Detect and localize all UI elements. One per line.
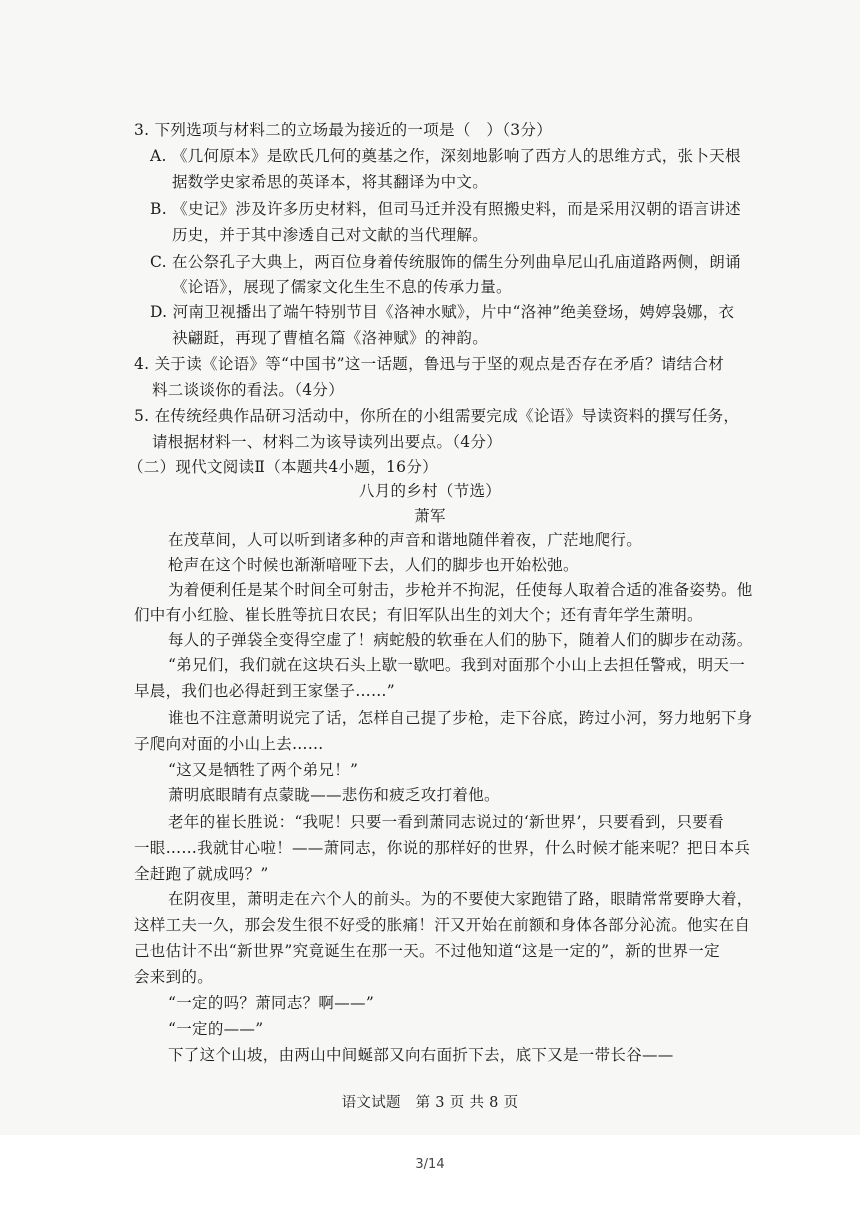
passage-line: 子爬向对面的小山上去…… — [134, 735, 324, 753]
passage-line: 一眼……我就甘心啦！——萧同志，你说的那样好的世界，什么时候才能来呢？把日本兵 — [134, 839, 751, 857]
passage-line: “弟兄们，我们就在这块石头上歇一歇吧。我到对面那个小山上去担任警戒，明天一 — [168, 656, 746, 674]
passage-line: 谁也不注意萧明说完了话，怎样自己提了步枪，走下谷底，跨过小河，努力地躬下身 — [168, 709, 753, 727]
option-b-line-1: B. 《史记》涉及许多历史材料，但司马迁并没有照搬史料，而是采用汉朝的语言讲述 — [150, 200, 741, 218]
option-d-line-2: 袂翩跹，再现了曹植名篇《洛神赋》的神韵。 — [172, 329, 489, 347]
passage-author: 萧军 — [414, 507, 446, 525]
option-b-line-2: 历史，并于其中渗透自己对文献的当代理解。 — [172, 226, 489, 244]
question-4-line-1: 4. 关于读《论语》等“中国书”这一话题，鲁迅与于坚的观点是否存在矛盾？请结合材 — [134, 355, 725, 373]
question-5-line-1: 5. 在传统经典作品研习活动中，你所在的小组需要完成《论语》导读资料的撰写任务， — [134, 407, 740, 425]
passage-line: 枪声在这个时候也渐渐喑哑下去，人们的脚步也开始松弛。 — [168, 556, 579, 574]
passage-line: 老年的崔长胜说：“我呢！只要一看到萧同志说过的‘新世界’，只要看到，只要看 — [168, 813, 724, 831]
passage-line: 为着便利任是某个时间全可射击，步枪并不拘泥，任使每人取着合适的准备姿势。他 — [168, 581, 753, 599]
option-c-line-1: C. 在公祭孔子大典上，两百位身着传统服饰的儒生分列曲阜尼山孔庙道路两侧，朗诵 — [150, 253, 741, 271]
question-5-line-2: 请根据材料一、材料二为该导读列出要点。（4分） — [152, 433, 503, 451]
passage-line: 萧明底眼睛有点蒙眬——悲伤和疲乏攻打着他。 — [168, 786, 500, 804]
passage-line: 己也估计不出“新世界”究竟诞生在那一天。不过他知道“这是一定的”，新的世界一定 — [134, 942, 720, 960]
passage-line: 全赶跑了就成吗？” — [134, 865, 269, 883]
option-d-line-1: D. 河南卫视播出了端午特别节目《洛神水赋》，片中“洛神”绝美登场，娉婷袅娜，衣 — [150, 303, 735, 321]
option-a-line-2: 据数学史家希思的英译本，将其翻译为中文。 — [172, 173, 489, 191]
passage-title: 八月的乡村（节选） — [358, 482, 502, 500]
passage-line: 每人的子弹袋全变得空虚了！病蛇般的软垂在人们的胁下，随着人们的脚步在动荡。 — [168, 631, 753, 649]
question-3-stem: 3. 下列选项与材料二的立场最为接近的一项是（ ）（3分） — [134, 121, 553, 139]
passage-line: “一定的——” — [168, 1020, 264, 1038]
page-footer: 语文试题 第 3 页 共 8 页 — [341, 1095, 519, 1111]
passage-line: 们中有小红脸、崔长胜等抗日农民；有旧军队出生的刘大个；还有青年学生萧明。 — [134, 606, 703, 624]
pdf-page-number: 3/14 — [415, 1157, 445, 1172]
option-a-line-1: A. 《几何原本》是欧氏几何的奠基之作，深刻地影响了西方人的思维方式，张卜天根 — [150, 147, 741, 165]
question-4-line-2: 料二谈谈你的看法。（4分） — [152, 381, 345, 399]
passage-line: 早晨，我们也必得赶到王家堡子……” — [134, 682, 396, 700]
passage-line: 下了这个山坡，由两山中间蜒部又向右面折下去，底下又是一带长谷—— — [168, 1046, 674, 1064]
passage-line: 这样工夫一久，那会发生很不好受的胀痛！汗又开始在前额和身体各部分沁流。他实在自 — [134, 916, 751, 934]
passage-line: “这又是牺牲了两个弟兄！” — [168, 761, 359, 779]
section-heading: （二）现代文阅读Ⅱ（本题共4小题，16分） — [128, 458, 438, 476]
option-c-line-2: 《论语》，展现了儒家文化生生不息的传承力量。 — [172, 278, 512, 296]
passage-line: “一定的吗？萧同志？啊——” — [168, 994, 375, 1012]
passage-line: 在阴夜里，萧明走在六个人的前头。为的不要使大家跑错了路，眼睛常常要睁大着， — [168, 890, 753, 908]
passage-line: 在茂草间，人可以听到诸多种的声音和谐地随伴着夜，广茫地爬行。 — [168, 531, 643, 549]
passage-line: 会来到的。 — [134, 968, 214, 986]
